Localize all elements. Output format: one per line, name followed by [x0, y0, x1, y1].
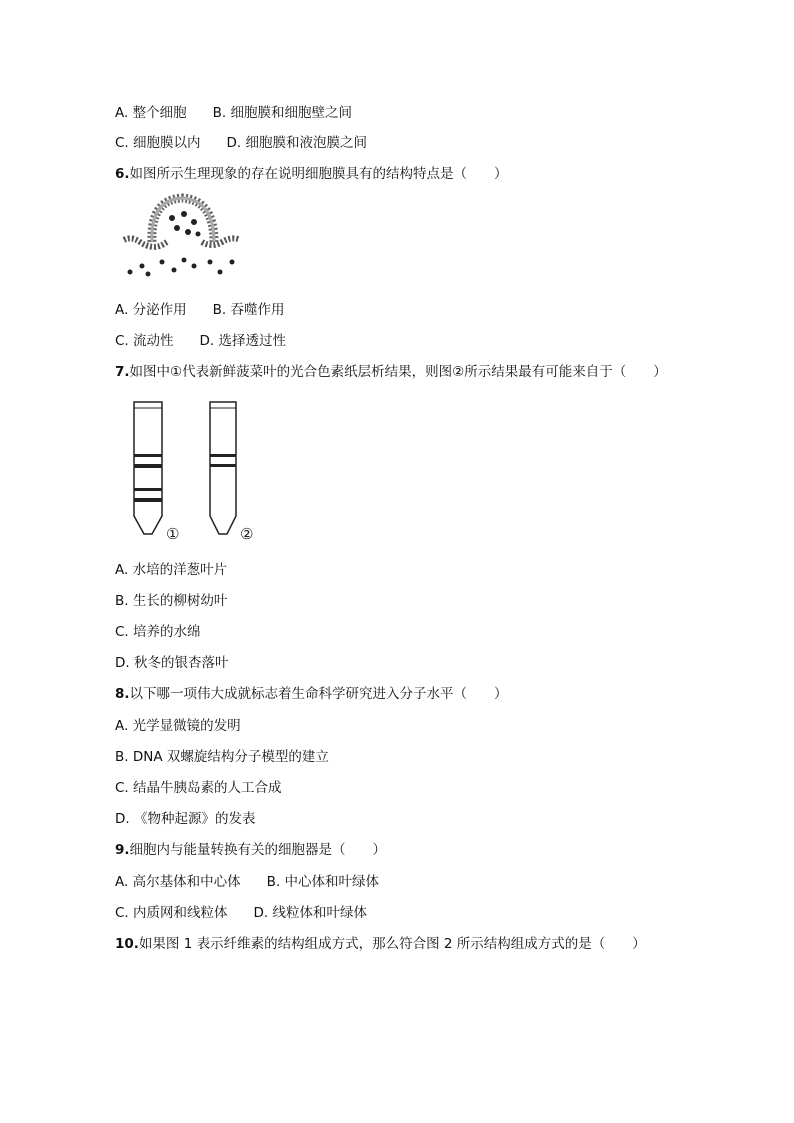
q10-number: 10. [115, 936, 139, 952]
q9-option-d[interactable]: D. 线粒体和叶绿体 [253, 905, 367, 921]
q6-option-c[interactable]: C. 流动性 [115, 333, 174, 349]
q5-option-a[interactable]: A. 整个细胞 [115, 105, 187, 121]
q6-membrane-figure [122, 190, 242, 280]
q8-option-c[interactable]: C. 结晶牛胰岛素的人工合成 [115, 780, 282, 796]
q9-number: 9. [115, 842, 130, 858]
q5-option-d[interactable]: D. 细胞膜和液泡膜之间 [226, 135, 367, 151]
q10-stem [115, 934, 646, 954]
q7-option-a[interactable]: A. 水培的洋葱叶片 [115, 562, 228, 578]
q6-stem [115, 164, 508, 184]
q6-option-b[interactable]: B. 吞噬作用 [212, 302, 285, 318]
q8-option-a[interactable]: A. 光学显微镜的发明 [115, 718, 241, 734]
q6-option-d[interactable]: D. 选择透过性 [199, 333, 286, 349]
q10-text: 如果图 1 表示纤维素的结构组成方式，那么符合图 2 所示结构组成方式的是（ ） [138, 936, 646, 952]
q5-option-c[interactable]: C. 细胞膜以内 [115, 135, 201, 151]
q9-options-row-1 [115, 872, 379, 892]
q9-options-row-2 [115, 903, 367, 923]
q7-option-b[interactable]: B. 生长的柳树幼叶 [115, 593, 228, 609]
q7-figure-label-2: ② [240, 525, 254, 543]
q6-options-row-1 [115, 300, 284, 320]
q9-stem [115, 840, 386, 860]
q7-text: 如图中①代表新鲜菠菜叶的光合色素纸层析结果，则图②所示结果最有可能来自于（ ） [129, 364, 667, 380]
q6-text: 如图所示生理现象的存在说明细胞膜具有的结构特点是（ ） [129, 166, 508, 182]
q7-figure-label-1: ① [166, 525, 180, 543]
q8-stem [115, 684, 508, 704]
q7-stem [115, 362, 667, 382]
q6-option-a[interactable]: A. 分泌作用 [115, 302, 187, 318]
q7-number: 7. [115, 364, 130, 380]
q7-option-c[interactable]: C. 培养的水绵 [115, 624, 201, 640]
q8-text: 以下哪一项伟大成就标志着生命科学研究进入分子水平（ ） [129, 686, 508, 702]
q5-options-row-1 [115, 103, 352, 123]
q9-text: 细胞内与能量转换有关的细胞器是（ ） [129, 842, 387, 858]
q9-option-a[interactable]: A. 高尔基体和中心体 [115, 874, 241, 890]
q7-option-d[interactable]: D. 秋冬的银杏落叶 [115, 655, 229, 671]
q9-option-c[interactable]: C. 内质网和线粒体 [115, 905, 228, 921]
q9-option-b[interactable]: B. 中心体和叶绿体 [266, 874, 379, 890]
q5-options-row-2 [115, 133, 367, 153]
q6-options-row-2 [115, 331, 286, 351]
q8-number: 8. [115, 686, 130, 702]
q7-chromatography-figure [128, 398, 268, 548]
q8-option-b[interactable]: B. DNA 双螺旋结构分子模型的建立 [115, 749, 329, 765]
q5-option-b[interactable]: B. 细胞膜和细胞壁之间 [212, 105, 352, 121]
q8-option-d[interactable]: D. 《物种起源》的发表 [115, 811, 256, 827]
q6-number: 6. [115, 166, 130, 182]
